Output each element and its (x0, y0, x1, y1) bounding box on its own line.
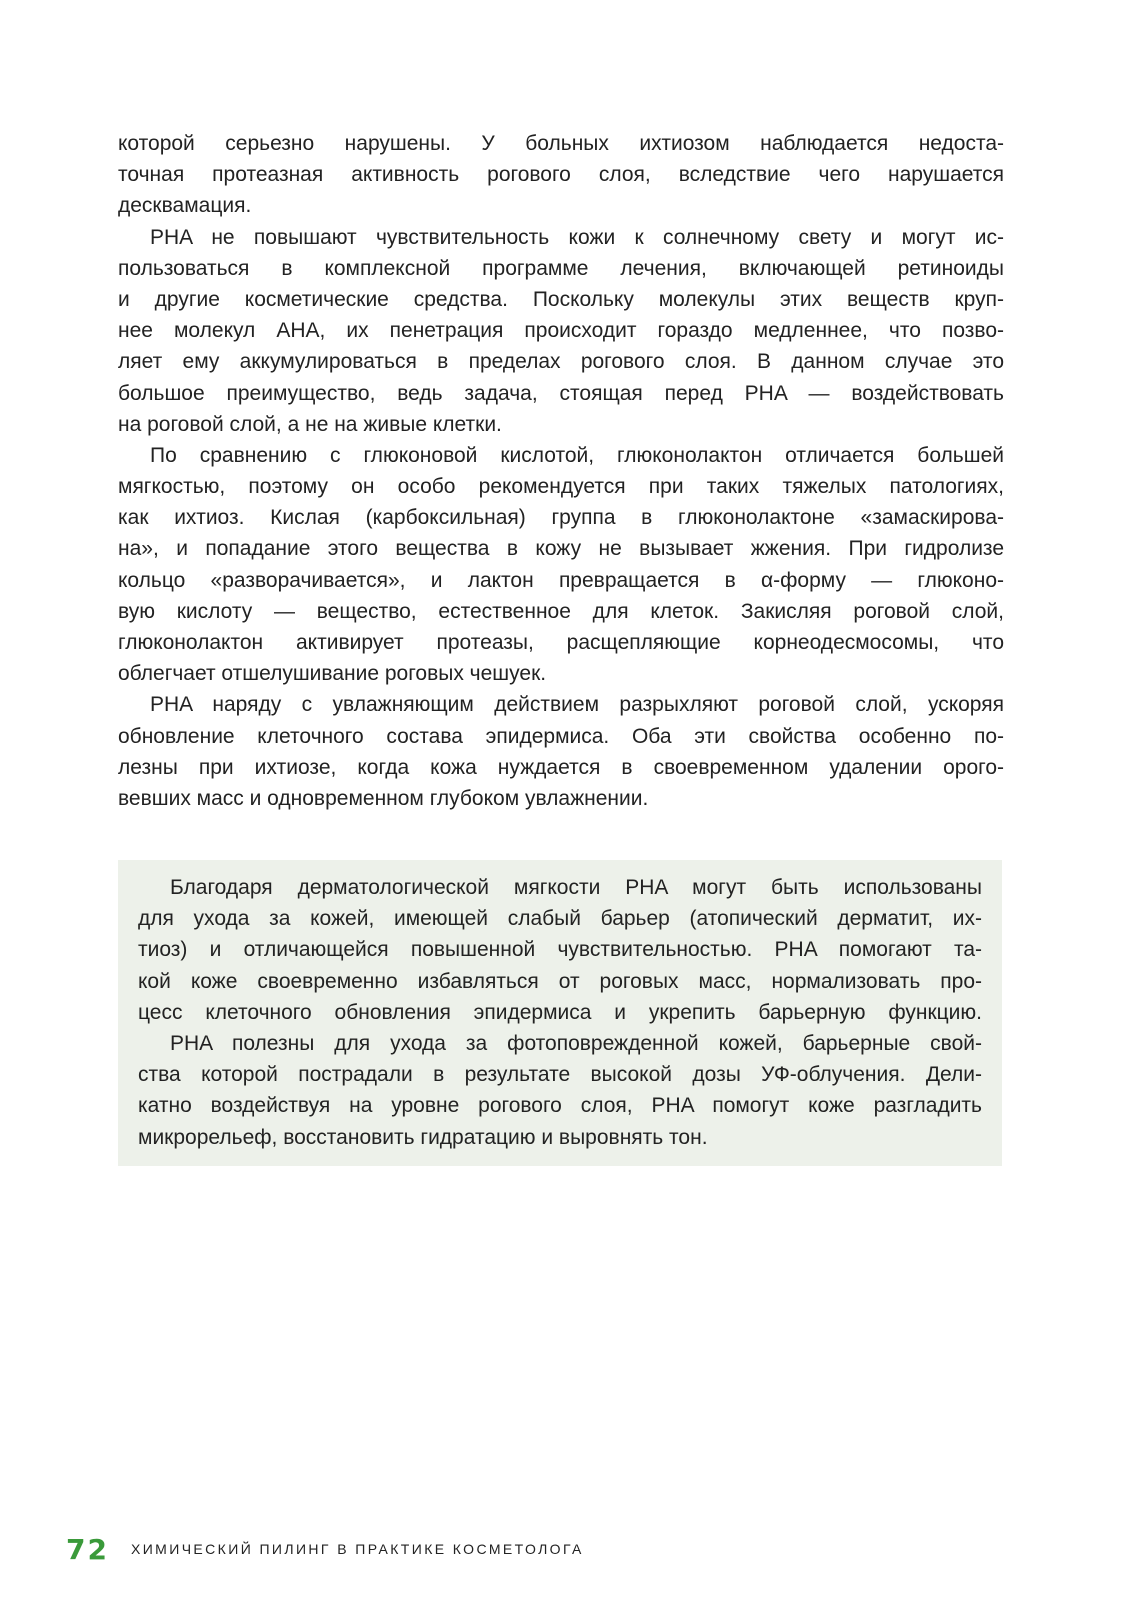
text-line: обновление клеточного состава эпидермиса. Оба эти свойства особенно по- (118, 724, 1004, 748)
text-line: ляет ему аккумулироваться в пределах рогового слоя. В данном случае это (118, 350, 1004, 374)
text-line: По сравнению с глюконовой кислотой, глюконолактон отличается большей (150, 443, 1004, 467)
text-line: на», и попадание этого вещества в кожу не вызывает жжения. При гидролизе (118, 537, 1004, 561)
callout-paragraph-1 (138, 872, 982, 1028)
text-line: пользоваться в комплексной программе лечения, включающей ретиноиды (118, 256, 1004, 280)
paragraph-4 (118, 689, 1004, 814)
text-line: катно воздействуя на уровне рогового слоя, PHA помогут коже разгладить (138, 1094, 982, 1118)
callout-paragraph-2 (138, 1028, 982, 1153)
text-line: как ихтиоз. Кислая (карбоксильная) группа в глюконолактоне «замаскирова- (118, 506, 1004, 530)
text-line: вевших масс и одновременном глубоком увлажнении. (118, 786, 649, 810)
text-line: для ухода за кожей, имеющей слабый барьер (атопический дерматит, их- (138, 907, 982, 931)
paragraph-1 (118, 128, 1004, 222)
text-line: мягкостью, поэтому он особо рекомендуется при таких тяжелых патологиях, (118, 475, 1004, 499)
text-line: кольцо «разворачивается», и лактон превращается в α-форму — глюконо- (118, 568, 1004, 592)
paragraph-3 (118, 440, 1004, 690)
text-line: на роговой слой, а не на живые клетки. (118, 412, 502, 436)
text-line: ства которой пострадали в результате высокой дозы УФ-облучения. Дели- (138, 1063, 982, 1087)
text-line: облегчает отшелушивание роговых чешуек. (118, 662, 547, 686)
text-line: лезны при ихтиозе, когда кожа нуждается в своевременном удалении орого- (118, 755, 1004, 779)
text-line: микрорельеф, восстановить гидратацию и выровнять тон. (138, 1125, 708, 1149)
main-text (118, 128, 1004, 814)
text-line: PHA не повышают чувствительность кожи к солнечному свету и могут ис- (150, 225, 1004, 249)
running-title: ХИМИЧЕСКИЙ ПИЛИНГ В ПРАКТИКЕ КОСМЕТОЛОГА (130, 1541, 584, 1557)
text-line: кой коже своевременно избавляться от роговых масс, нормализовать про- (138, 969, 982, 993)
page-footer (66, 1531, 584, 1567)
text-line: PHA наряду с увлажняющим действием разрыхляют роговой слой, ускоряя (150, 693, 1004, 717)
text-line: PHA полезны для ухода за фотоповрежденной кожей, барьерные свой- (170, 1031, 982, 1055)
text-line: тиоз) и отличающейся повышенной чувствительностью. PHA помогают та- (138, 938, 982, 962)
text-line: большое преимущество, ведь задача, стоящая перед PHA — воздействовать (118, 381, 1004, 405)
text-line: глюконолактон активирует протеазы, расщепляющие корнеодесмосомы, что (118, 631, 1004, 654)
text-line: и другие косметические средства. Поскольку молекулы этих веществ круп- (118, 287, 1004, 311)
text-line: Благодаря дерматологической мягкости PHA могут быть использованы (170, 876, 982, 899)
text-line: десквамация. (118, 194, 252, 218)
callout-text (138, 872, 982, 1153)
text-line: нее молекул АНА, их пенетрация происходит гораздо медленнее, что позво- (118, 319, 1004, 343)
text-line: которой серьезно нарушены. У больных ихтиозом наблюдается недоста- (118, 132, 1004, 155)
text-line: вую кислоту — вещество, естественное для клеток. Закисляя роговой слой, (118, 599, 1004, 623)
paragraph-2 (118, 222, 1004, 440)
text-line: цесс клеточного обновления эпидермиса и укрепить барьерную функцию. (138, 1000, 982, 1024)
text-line: точная протеазная активность рогового слоя, вследствие чего нарушается (118, 163, 1004, 187)
page-number: 72 (66, 1532, 109, 1566)
callout-box (118, 860, 1002, 1166)
